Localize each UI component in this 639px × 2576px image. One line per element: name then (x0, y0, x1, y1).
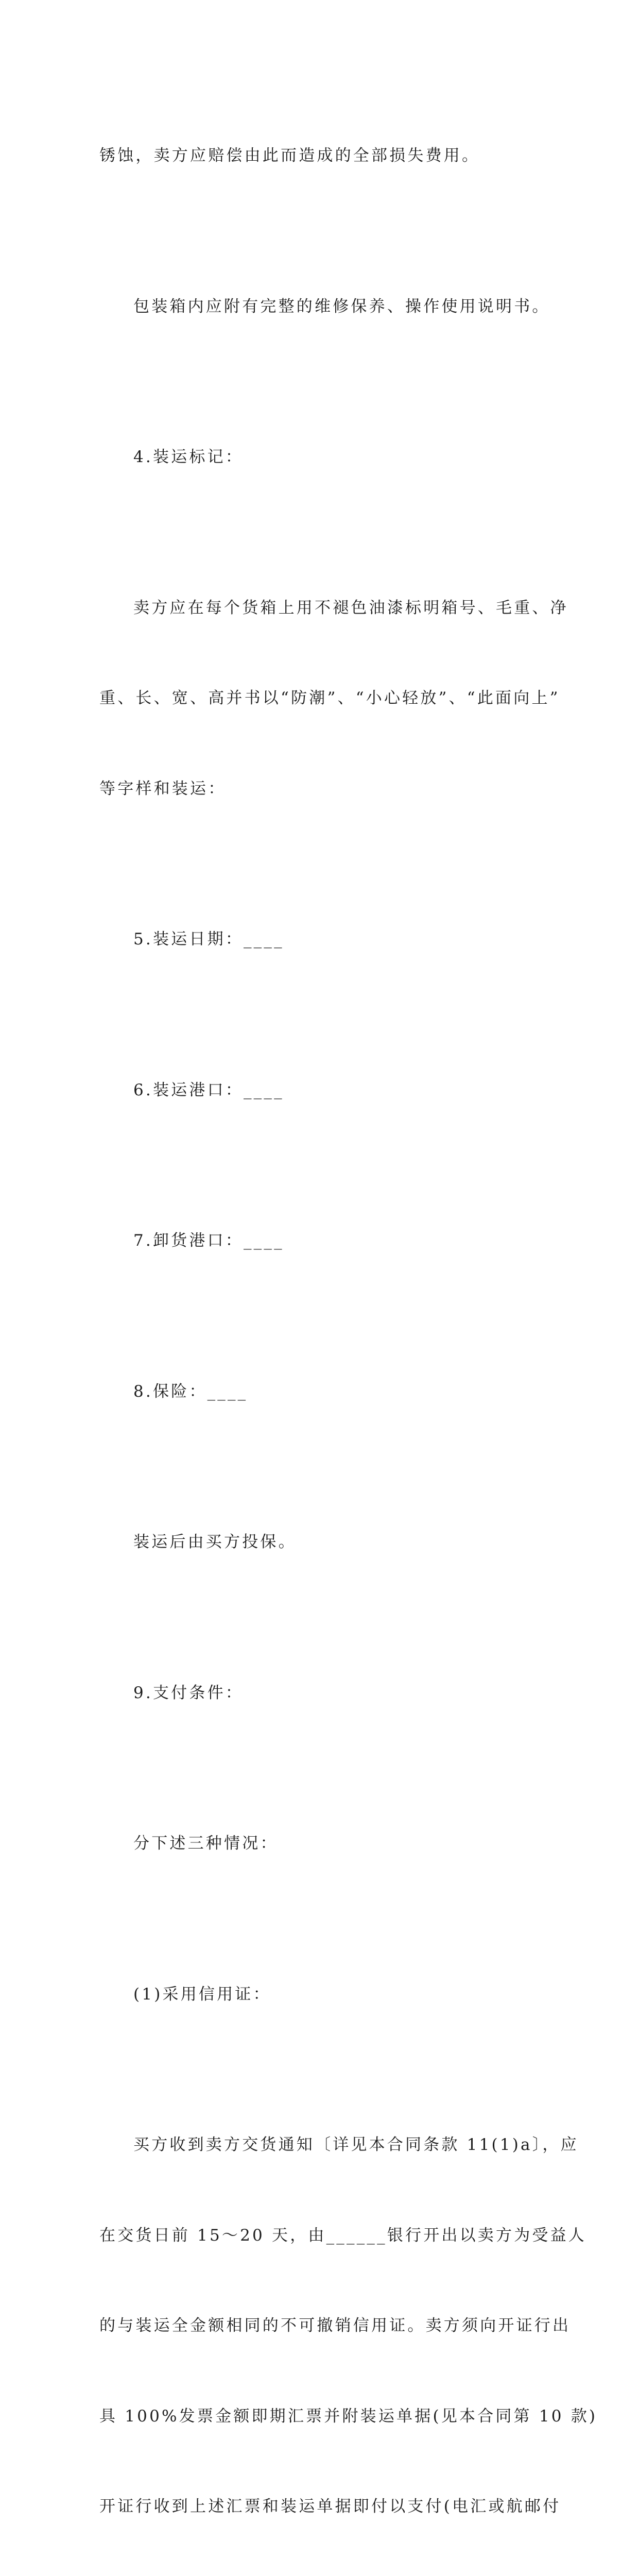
text-line: 包装箱内应附有完整的维修保养、操作使用说明书。 (133, 297, 550, 316)
paragraph (99, 80, 543, 231)
text-line: (1)采用信用证： (133, 1985, 271, 2004)
section-heading (99, 1015, 543, 1166)
text-line: 在交货日前 15～20 天，由______银行开出以卖方为受益人 (99, 2226, 586, 2245)
text-line: 买方收到卖方交货通知〔详见本合同条款 11(1)a〕，应 (133, 2136, 579, 2154)
text-line: 卖方应在每个货箱上用不褪色油漆标明箱号、毛重、净 (133, 598, 568, 617)
text-line: 重、长、宽、高并书以“防潮”、“小心轻放”、“此面向上” (99, 689, 560, 707)
paragraph (99, 533, 568, 865)
section-heading (99, 382, 543, 533)
text-line: 装运后由买方投保。 (133, 1533, 297, 1551)
text-line: 7.卸货港口：____ (133, 1231, 284, 1250)
paragraph (99, 2070, 598, 2576)
text-line: 8.保险：____ (133, 1382, 248, 1401)
section-heading (99, 1316, 543, 1467)
text-line: 9.支付条件： (133, 1683, 244, 1702)
text-line: 具 100%发票金额即期汇票并附装运单据(见本合同第 10 款) (99, 2406, 598, 2426)
subsection-heading (99, 1919, 543, 2070)
text-line: 等字样和装运： (99, 779, 227, 798)
text-line: 分下述三种情况： (133, 1834, 279, 1853)
text-line: 4.装运标记： (133, 448, 244, 466)
text-line: 开证行收到上述汇票和装运单据即付以支付(电汇或航邮付 (99, 2497, 561, 2516)
paragraph (99, 1467, 543, 1618)
text-line: 5.装运日期：____ (133, 930, 284, 948)
section-heading (99, 1165, 543, 1316)
paragraph (99, 231, 550, 382)
section-heading (99, 1618, 543, 1769)
paragraph (99, 1768, 543, 1919)
text-line: 锈蚀，卖方应赔偿由此而造成的全部损失费用。 (99, 146, 480, 165)
text-line: 6.装运港口：____ (133, 1080, 284, 1099)
text-line: 的与装运全金额相同的不可撤销信用证。卖方须向开证行出 (99, 2316, 571, 2335)
section-heading (99, 864, 543, 1015)
document-body (99, 80, 598, 2576)
